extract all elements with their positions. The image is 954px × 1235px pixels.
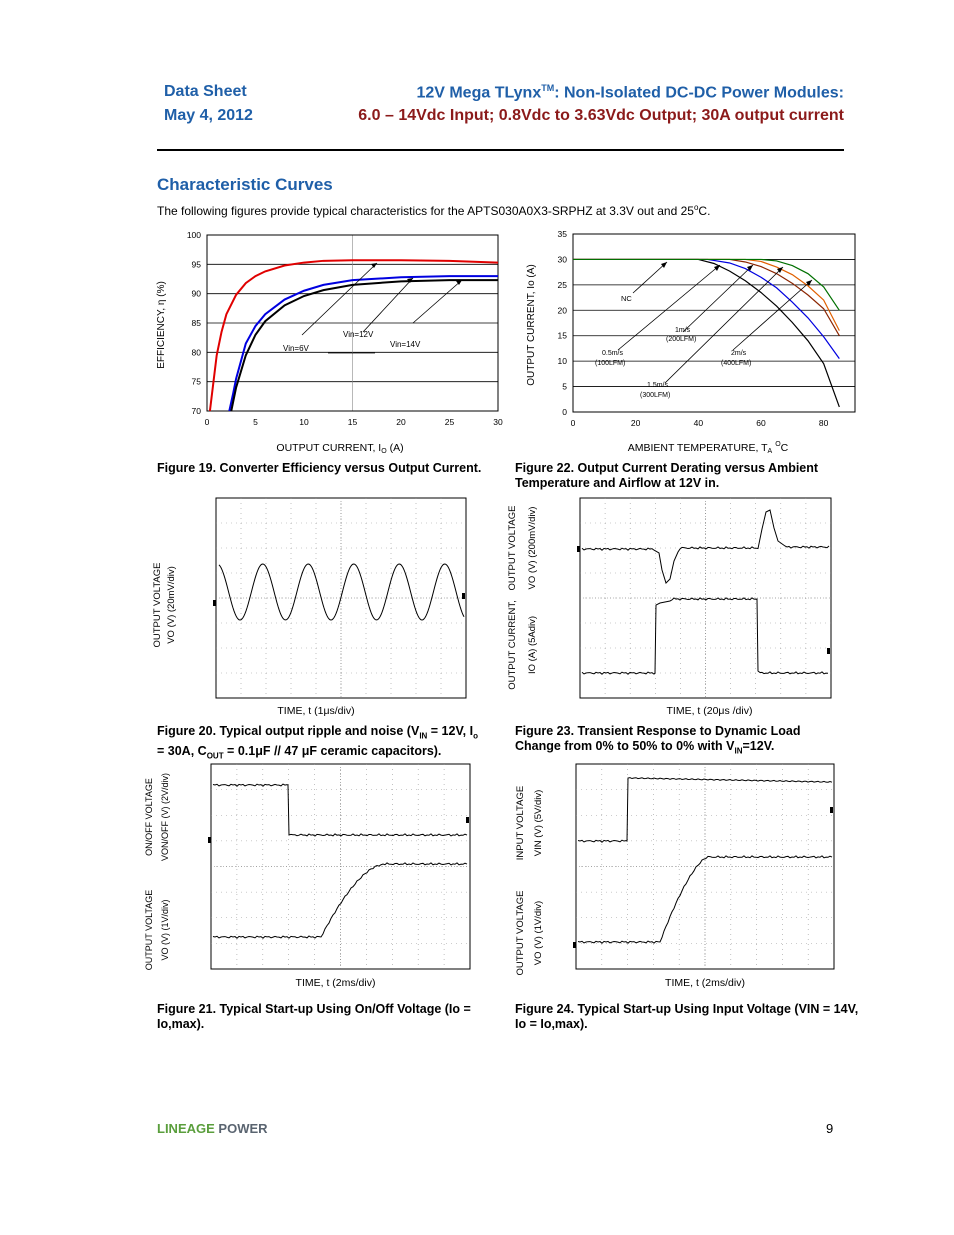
series-line — [573, 259, 839, 335]
x-tick-label: 80 — [818, 418, 829, 428]
y-tick-label: 100 — [186, 230, 201, 240]
y-label-bot-line2: IO (A) (5Adiv) — [527, 615, 538, 675]
annotation-400lfm: (400LFM) — [721, 360, 752, 367]
arrow-head — [371, 263, 377, 268]
y-tick-label: 95 — [191, 259, 201, 270]
y-tick-label: 85 — [191, 318, 201, 328]
series-line — [231, 280, 498, 411]
header-divider — [157, 149, 844, 151]
annotation-100lfm: (100LFM) — [595, 360, 626, 367]
fig21-caption: Figure 21. Typical Start-up Using On/Off Voltage (Io = Io,max). — [157, 1002, 471, 1031]
channel-marker — [208, 837, 211, 843]
annotation-line — [363, 278, 413, 332]
annotation-1ms: 1m/s — [675, 327, 691, 334]
derating-chart — [515, 225, 860, 460]
x-tick-label: 15 — [347, 417, 358, 427]
trigger-marker — [827, 648, 830, 654]
header-doc-type: Data Sheet — [164, 83, 247, 100]
y-label-line1: OUTPUT VOLTAGE — [152, 562, 163, 648]
annotation-line — [413, 280, 462, 323]
x-tick-label: 20 — [396, 417, 406, 427]
efficiency-chart — [150, 225, 510, 460]
x-tick-label: 5 — [253, 417, 258, 427]
x-tick-label: 0 — [204, 417, 210, 427]
annotation-line — [733, 280, 812, 350]
x-tick-label: 10 — [299, 417, 309, 427]
x-tick-label: 60 — [756, 418, 766, 428]
y-label-bot-line2: VO (V) (1V/div) — [533, 900, 544, 966]
page-number: 9 — [826, 1121, 834, 1136]
x-axis-label: TIME, t (1μs/div) — [277, 705, 355, 717]
y-tick-label: 10 — [557, 356, 567, 367]
annotation-2ms: 2m/s — [731, 350, 747, 357]
header-product-title: 12V Mega TLynx™: Non-Isolated DC-DC Power Modules: — [416, 83, 844, 102]
x-tick-label: 40 — [693, 418, 704, 428]
x-tick-label: 0 — [570, 418, 576, 428]
annotation-nc: NC — [621, 294, 632, 303]
header-product-spec: 6.0 – 14Vdc Input; 0.8Vdc to 3.63Vdc Output; 30A output current — [358, 107, 844, 124]
series-line — [229, 276, 498, 411]
x-tick-label: 20 — [630, 418, 641, 428]
arrow-head — [714, 265, 720, 271]
x-axis-label: TIME, t (2ms/div) — [665, 977, 745, 989]
series-line — [573, 259, 839, 358]
y-tick-label: 15 — [557, 330, 567, 341]
fig24-caption: Figure 24. Typical Start-up Using Input Voltage (VIN = 14V, Io = Io,max). — [515, 1002, 859, 1031]
y-label-bot-line1: OUTPUT VOLTAGE — [515, 890, 526, 976]
annotation-vin12: Vin=12V — [343, 330, 374, 339]
header-date: May 4, 2012 — [164, 107, 253, 124]
y-tick-label: 20 — [557, 305, 567, 316]
y-label-bot-line1: OUTPUT CURRENT, — [507, 600, 518, 690]
y-axis-label: EFFICIENCY, η (%) — [156, 281, 167, 369]
y-tick-label: 25 — [557, 279, 567, 290]
transient-scope — [505, 495, 840, 720]
x-axis-label: OUTPUT CURRENT, IO (A) — [276, 442, 404, 455]
y-tick-label: 30 — [557, 254, 567, 265]
annotation-line — [683, 265, 753, 332]
channel-marker — [213, 600, 216, 606]
annotation-vin6: Vin=6V — [283, 344, 309, 353]
y-tick-label: 90 — [191, 288, 201, 299]
y-tick-label: 35 — [557, 229, 567, 239]
y-label-top-line1: OUTPUT VOLTAGE — [507, 505, 518, 591]
x-axis-label: TIME, t (20μs /div) — [666, 705, 753, 717]
fig22-caption: Figure 22. Output Current Derating versus Ambient Temperature and Airflow at 12V in. — [515, 461, 819, 490]
y-label-line2: VO (V) (20mV/div) — [166, 566, 177, 644]
y-label-top-line1: INPUT VOLTAGE — [515, 785, 526, 861]
trigger-marker — [830, 807, 833, 813]
onoff-startup-scope — [140, 757, 480, 994]
section-title: Characteristic Curves — [157, 175, 333, 194]
fig20-caption: Figure 20. Typical output ripple and noise ($V_{IN} = 12V$, $I_o$ = 30A, $C_{OUT} = 0.1\mu F // 47$ μF ceramic capacitors). — [157, 724, 478, 760]
series-line — [573, 259, 839, 330]
y-tick-label: 80 — [191, 347, 201, 358]
annotation-200lfm: (200LFM) — [666, 336, 697, 343]
y-tick-label: 5 — [562, 381, 567, 392]
annotation-vin14: Vin=14V — [390, 340, 421, 349]
annotation-15ms: 1.5m/s — [647, 382, 669, 389]
channel-marker — [573, 942, 576, 948]
channel-marker — [577, 546, 580, 552]
x-axis-label: TIME, t (2ms/div) — [295, 977, 376, 989]
section-intro: The following figures provide typical characteristics for the APTS030A0X3-SRPHZ at 3.3V out and 25$^o$C. — [157, 203, 711, 218]
annotation-line — [302, 263, 377, 335]
trigger-marker — [466, 817, 469, 823]
x-tick-label: 30 — [493, 417, 503, 427]
series-line — [573, 259, 839, 406]
y-tick-label: 75 — [191, 376, 201, 387]
y-label-top-line1: ON/OFF VOLTAGE — [144, 778, 154, 856]
input-startup-scope — [505, 757, 845, 994]
y-tick-label: 0 — [562, 407, 567, 417]
footer-brand: LINEAGE POWER — [157, 1121, 268, 1136]
y-axis-label: OUTPUT CURRENT, Io (A) — [526, 264, 537, 386]
y-label-bot-line2: VO (V) (1V/div) — [160, 899, 170, 961]
x-tick-label: 25 — [444, 417, 455, 427]
y-label-bot-line1: OUTPUT VOLTAGE — [144, 889, 154, 971]
fig23-caption: Figure 23. Transient Response to Dynamic Load Change from 0% to 50% to 0% with $V_{IN}=12V$. — [515, 724, 801, 756]
annotation-300lfm: (300LFM) — [640, 392, 671, 399]
y-label-top-line2: VO (V) (200mV/div) — [527, 506, 538, 590]
annotation-05ms: 0.5m/s — [602, 350, 624, 357]
y-label-top-line2: VIN (V) (5V/div) — [533, 789, 544, 857]
annotation-line — [633, 262, 667, 293]
trigger-marker — [462, 593, 465, 599]
x-axis-label: AMBIENT TEMPERATURE, $TA^OC$ — [627, 441, 789, 455]
y-label-top-line2: VON/OFF (V) (2V/div) — [160, 772, 170, 862]
fig19-caption: Figure 19. Converter Efficiency versus Output Current. — [157, 461, 482, 475]
y-tick-label: 70 — [191, 406, 201, 416]
ripple-scope — [150, 495, 480, 720]
